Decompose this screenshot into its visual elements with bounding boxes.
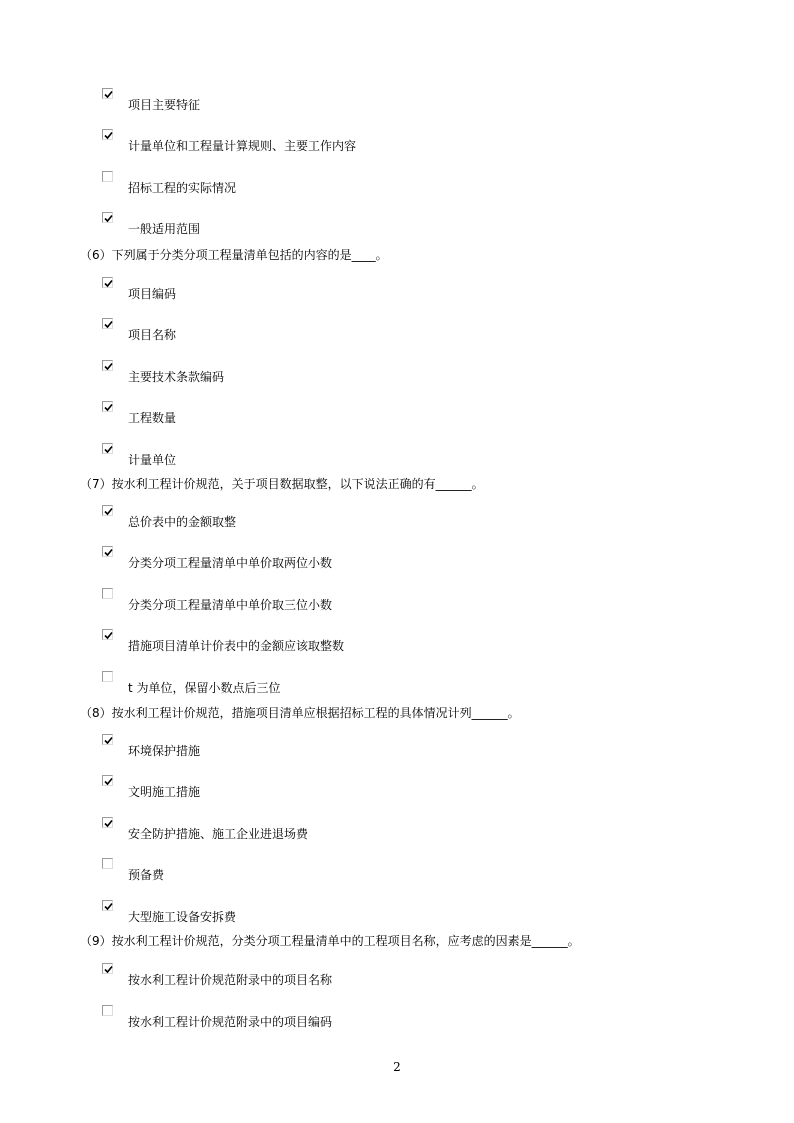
check-mark-icon [104, 320, 113, 329]
page-number: 2 [393, 1060, 401, 1074]
check-mark-icon [104, 819, 113, 828]
check-mark-icon [104, 548, 113, 557]
check-mark-icon [104, 777, 113, 786]
option-row [102, 734, 702, 764]
checkbox-checked[interactable] [102, 129, 113, 140]
option-label: 环境保护措施 [128, 744, 201, 758]
option-row [102, 671, 702, 701]
check-mark-icon [104, 403, 113, 412]
option-row [102, 1005, 702, 1035]
option-row [102, 88, 702, 118]
option-row [102, 817, 702, 847]
option-label: 措施项目清单计价表中的金额应该取整数 [128, 639, 345, 653]
option-label: 计量单位和工程量计算规则、主要工作内容 [128, 139, 357, 153]
option-label: 项目主要特征 [128, 98, 201, 112]
option-row [102, 858, 702, 888]
check-mark-icon [104, 736, 113, 745]
option-label: t 为单位，保留小数点后三位 [128, 681, 281, 695]
option-label: 分类分项工程量清单中单价取三位小数 [128, 598, 333, 612]
option-label: 一般适用范围 [128, 222, 201, 236]
checkbox-checked[interactable] [102, 277, 113, 288]
option-row [102, 277, 702, 307]
question-text: （8）按水利工程计价规范，措施项目清单应根据招标工程的具体情况计列______。 [80, 706, 520, 720]
check-mark-icon [104, 445, 113, 454]
checkbox-checked[interactable] [102, 629, 113, 640]
checkbox-unchecked[interactable] [102, 858, 113, 869]
option-label: 按水利工程计价规范附录中的项目编码 [128, 1015, 333, 1029]
checkbox-unchecked[interactable] [102, 1005, 113, 1016]
option-label: 工程数量 [128, 411, 177, 425]
question-text: （9）按水利工程计价规范，分类分项工程量清单中的工程项目名称，应考虑的因素是______。 [80, 934, 580, 948]
option-row [102, 588, 702, 618]
checkbox-checked[interactable] [102, 963, 113, 974]
option-row [102, 546, 702, 576]
option-label: 分类分项工程量清单中单价取两位小数 [128, 556, 333, 570]
option-row [102, 129, 702, 159]
check-mark-icon [104, 631, 113, 640]
checkbox-checked[interactable] [102, 443, 113, 454]
check-mark-icon [104, 965, 113, 974]
checkbox-checked[interactable] [102, 546, 113, 557]
checkbox-checked[interactable] [102, 401, 113, 412]
checkbox-unchecked[interactable] [102, 171, 113, 182]
option-label: 项目编码 [128, 287, 177, 301]
option-label: 预备费 [128, 868, 165, 882]
option-row [102, 629, 702, 659]
checkbox-checked[interactable] [102, 734, 113, 745]
check-mark-icon [104, 507, 113, 516]
option-row [102, 505, 702, 535]
option-row [102, 360, 702, 390]
option-row [102, 775, 702, 805]
checkbox-checked[interactable] [102, 360, 113, 371]
option-row [102, 443, 702, 473]
option-label: 招标工程的实际情况 [128, 181, 237, 195]
check-mark-icon [104, 90, 113, 99]
checkbox-checked[interactable] [102, 505, 113, 516]
checkbox-unchecked[interactable] [102, 671, 113, 682]
check-mark-icon [104, 279, 113, 288]
option-row [102, 171, 702, 201]
question-text: （7）按水利工程计价规范，关于项目数据取整，以下说法正确的有______。 [80, 477, 484, 491]
option-label: 安全防护措施、施工企业进退场费 [128, 827, 309, 841]
option-label: 文明施工措施 [128, 785, 201, 799]
option-row [102, 900, 702, 930]
checkbox-checked[interactable] [102, 900, 113, 911]
option-label: 总价表中的金额取整 [128, 515, 237, 529]
option-label: 计量单位 [128, 453, 177, 467]
option-row [102, 318, 702, 348]
option-label: 按水利工程计价规范附录中的项目名称 [128, 973, 333, 987]
option-row [102, 963, 702, 993]
option-label: 主要技术条款编码 [128, 370, 225, 384]
check-mark-icon [104, 902, 113, 911]
checkbox-checked[interactable] [102, 318, 113, 329]
option-label: 项目名称 [128, 328, 177, 342]
check-mark-icon [104, 131, 113, 140]
option-row [102, 212, 702, 242]
question-text: （6）下列属于分类分项工程量清单包括的内容的是____。 [80, 248, 388, 262]
checkbox-checked[interactable] [102, 775, 113, 786]
checkbox-checked[interactable] [102, 212, 113, 223]
option-label: 大型施工设备安拆费 [128, 910, 237, 924]
check-mark-icon [104, 362, 113, 371]
option-row [102, 401, 702, 431]
check-mark-icon [104, 214, 113, 223]
checkbox-checked[interactable] [102, 88, 113, 99]
checkbox-checked[interactable] [102, 817, 113, 828]
checkbox-unchecked[interactable] [102, 588, 113, 599]
